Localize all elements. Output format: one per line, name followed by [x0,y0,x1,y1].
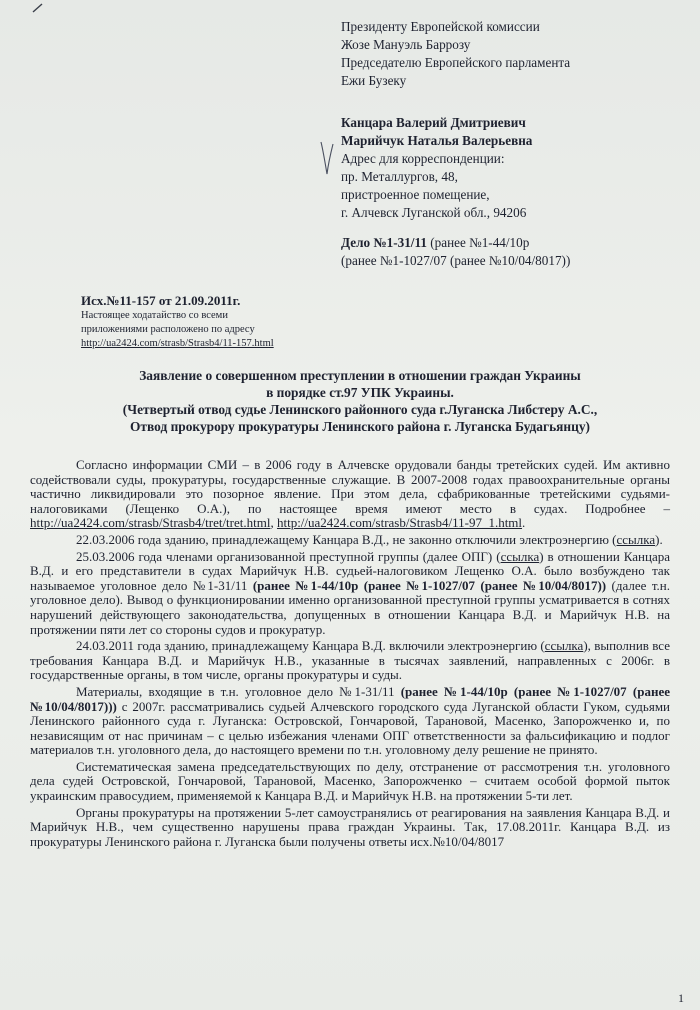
paragraph-text: Согласно информации СМИ – в 2006 году в Алчевске орудовали банды третейских судей. Им активно содействовали суды, прокуратуры, государственные служащие. В 2007-2008 годах правоохранительные органы частично ликвидировали это позорное явление. При этом дела, сфабрикованные третейскими судьями-налоговиками (Лещенко О.А.), по настоящее время имеют место в судах. Подробнее – [30,457,670,516]
reference-link[interactable]: ссылка [500,548,540,564]
pen-mark-icon [32,2,44,14]
paragraph-text: Материалы, входящие в т.н. уголовное дело №1-31/11 [76,683,401,699]
outgoing-number: Исх.№11-157 от 21.09.2011г. [81,293,241,308]
case-reference: (ранее №1-44/10р (ранее №1-1027/07 (ранее №10/04/8017))) [30,683,670,714]
title-line: Отвод прокурору прокуратуры Ленинского района г. Луганска Будагьянцу) [130,419,590,434]
paragraph [30,533,670,548]
paragraph [30,639,670,683]
paragraph-text: ) в отношении Канцара В.Д. и его представители в судах Марийчук Н.В. судьей-налоговиком Лещенко О.А. было возбуждено так называемое уголовное дело №1-31/11 [30,548,670,593]
case-previous: (ранее №1-1027/07 (ранее №10/04/8017)) [341,253,571,268]
paragraph-text: (далее т.н. уголовное дело). Вывод о функционировании именно организованной преступной группы усматривается в сотнях нарушений действующего законодательства, допущенных в отношении Канцара В.Д. и Марийчук Н.В. на протяжении пяти лет со стороны судов и прокуратур. [30,577,671,637]
paragraph-text: с 2007г. рассматривались судьей Алчевского городского суда Луганской области Гуком, судьями Ленинского районного суда г. Луганска: Островской, Гончаровой, Тарановой, Масенко, Запорожченко и, по независящим от нас причинам – с целью избежания членами ОПГ ответственности за фальсификацию и подлог материалов т.н. уголовного дела, до настоящего времени по т.н. уголовному делу решение не принято. [30,698,671,758]
addressee-line: Председателю Европейского парламента [341,55,571,70]
reference-link[interactable]: ссылка [544,638,584,654]
paragraph [30,458,670,531]
paragraph: Систематическая замена председательствующих по делу, отстранение от рассмотрения т.н. уголовного дела судей Островской, Гончаровой, Тарановой, Масенко, Запорожченко – считаем особой формой пыток украинским правосудием, применяемой к Канцара В.Д. и Марийчук Н.В. на протяжении 5-ти лет. [30,758,670,804]
sender-name: Канцара Валерий Дмитриевич [341,115,526,130]
address-line: пр. Металлургов, 48, [341,169,458,184]
outgoing-link[interactable]: http://ua2424.com/strasb/Strasb4/11-157.html [81,338,274,349]
sender-name: Марийчук Наталья Валерьевна [341,133,533,148]
paragraph-text: ), выполнив все требования Канцара В.Д. и Марийчук Н.В., указанные в тысячах заявлений, направленных с 2006г. в государственные органы, в том числе, органы прокуратуры и суды. [30,638,670,683]
case-label: Дело №1-31/11 [341,235,427,250]
addressee-block [341,18,681,270]
case-rest: (ранее №1-44/10р [426,235,530,250]
case-reference: (ранее №1-44/10р (ранее №1-1027/07 (ранее №10/04/8017)) [252,577,607,593]
addressee-line: Жозе Мануэль Баррозу [341,37,471,52]
title-line: в порядке ст.97 УПК Украины. [266,385,454,400]
paragraph: Органы прокуратуры на протяжении 5-лет самоустранялись от реагирования на заявления Канцара В.Д. и Марийчук Н.В., чем существенно нарушены права граждан Украины. Так, 17.08.2011г. Канцара В.Д. из прокуратуры Ленинского района г. Луганска были получены ответы исх.№10/04/8017 [30,804,670,849]
address-label: Адрес для корреспонденции: [341,151,505,166]
paragraph-text: . [522,515,526,531]
paragraph-text: , [270,515,277,531]
outgoing-note: приложениями расположено по адресу [81,324,255,335]
page-number: 1 [678,991,684,1005]
addressee-line: Президенту Европейской комиссии [341,19,540,34]
paragraph-text: 24.03.2011 года зданию, принадлежащему Канцара В.Д. включили электроэнергию ( [76,638,545,654]
title-line: (Четвертый отвод судье Ленинского районного суда г.Луганска Либстеру А.С., [122,402,598,417]
source-link[interactable]: http://ua2424.com/strasb/Strasb4/tret/tret.html [30,515,271,531]
addressee-line: Ежи Бузеку [341,73,407,88]
document-title [80,367,640,435]
document-body [30,458,670,851]
title-line: Заявление о совершенном преступлении в отношении граждан Украины [139,368,581,383]
paragraph [30,550,670,638]
outgoing-reference [81,292,341,351]
paragraph-text: 25.03.2006 года членами организованной преступной группы (далее ОПГ) ( [76,548,501,564]
source-link[interactable]: http://ua2424.com/strasb/Strasb4/11-97_1.html [276,515,523,531]
handwritten-check-icon [320,140,334,176]
address-line: г. Алчевск Луганской обл., 94206 [341,205,527,220]
address-line: пристроенное помещение, [341,187,490,202]
reference-link[interactable]: ссылка [616,531,656,547]
outgoing-note: Настоящее ходатайство со всеми [81,310,228,321]
paragraph-text: ). [655,531,663,547]
paragraph-text: 22.03.2006 года зданию, принадлежащему Канцара В.Д., не законно отключили электроэнергию ( [76,531,617,547]
case-number [341,234,681,252]
paragraph [30,685,670,758]
